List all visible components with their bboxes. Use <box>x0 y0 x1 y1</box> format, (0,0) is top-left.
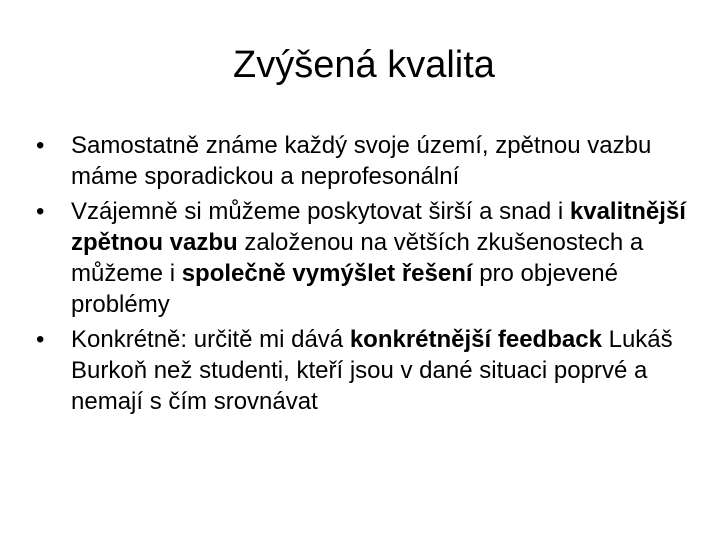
bullet-marker: • <box>36 198 45 225</box>
bullet-item <box>36 324 686 417</box>
bullet-text: založenou na větších zkušenostech a můžeme i <box>71 229 644 287</box>
bullet-text: Vzájemně si můžeme poskytovat širší a snad i <box>71 198 570 225</box>
bullet-marker: • <box>36 132 45 159</box>
bullet-item <box>36 130 686 192</box>
bullet-text-bold: konkrétnější feedback <box>349 326 602 353</box>
bullet-marker: • <box>36 326 45 353</box>
bullet-text: pro objevené problémy <box>71 260 618 318</box>
bullet-list <box>36 130 686 421</box>
bullet-text: Konkrétně: určitě mi dává <box>71 326 350 353</box>
bullet-text: Lukáš Burkoň než studenti, kteří jsou v dané situaci poprvé a nemají s čím srovnávat <box>71 326 673 415</box>
bullet-text: Samostatně známe každý svoje území, zpětnou vazbu máme sporadickou a neprofesonální <box>71 132 652 190</box>
bullet-text-bold: společně vymýšlet řešení <box>181 260 473 287</box>
slide-title: Zvýšená kvalita <box>233 44 495 86</box>
bullet-text-bold: kvalitnější zpětnou vazbu <box>71 198 686 256</box>
bullet-item <box>36 196 686 320</box>
